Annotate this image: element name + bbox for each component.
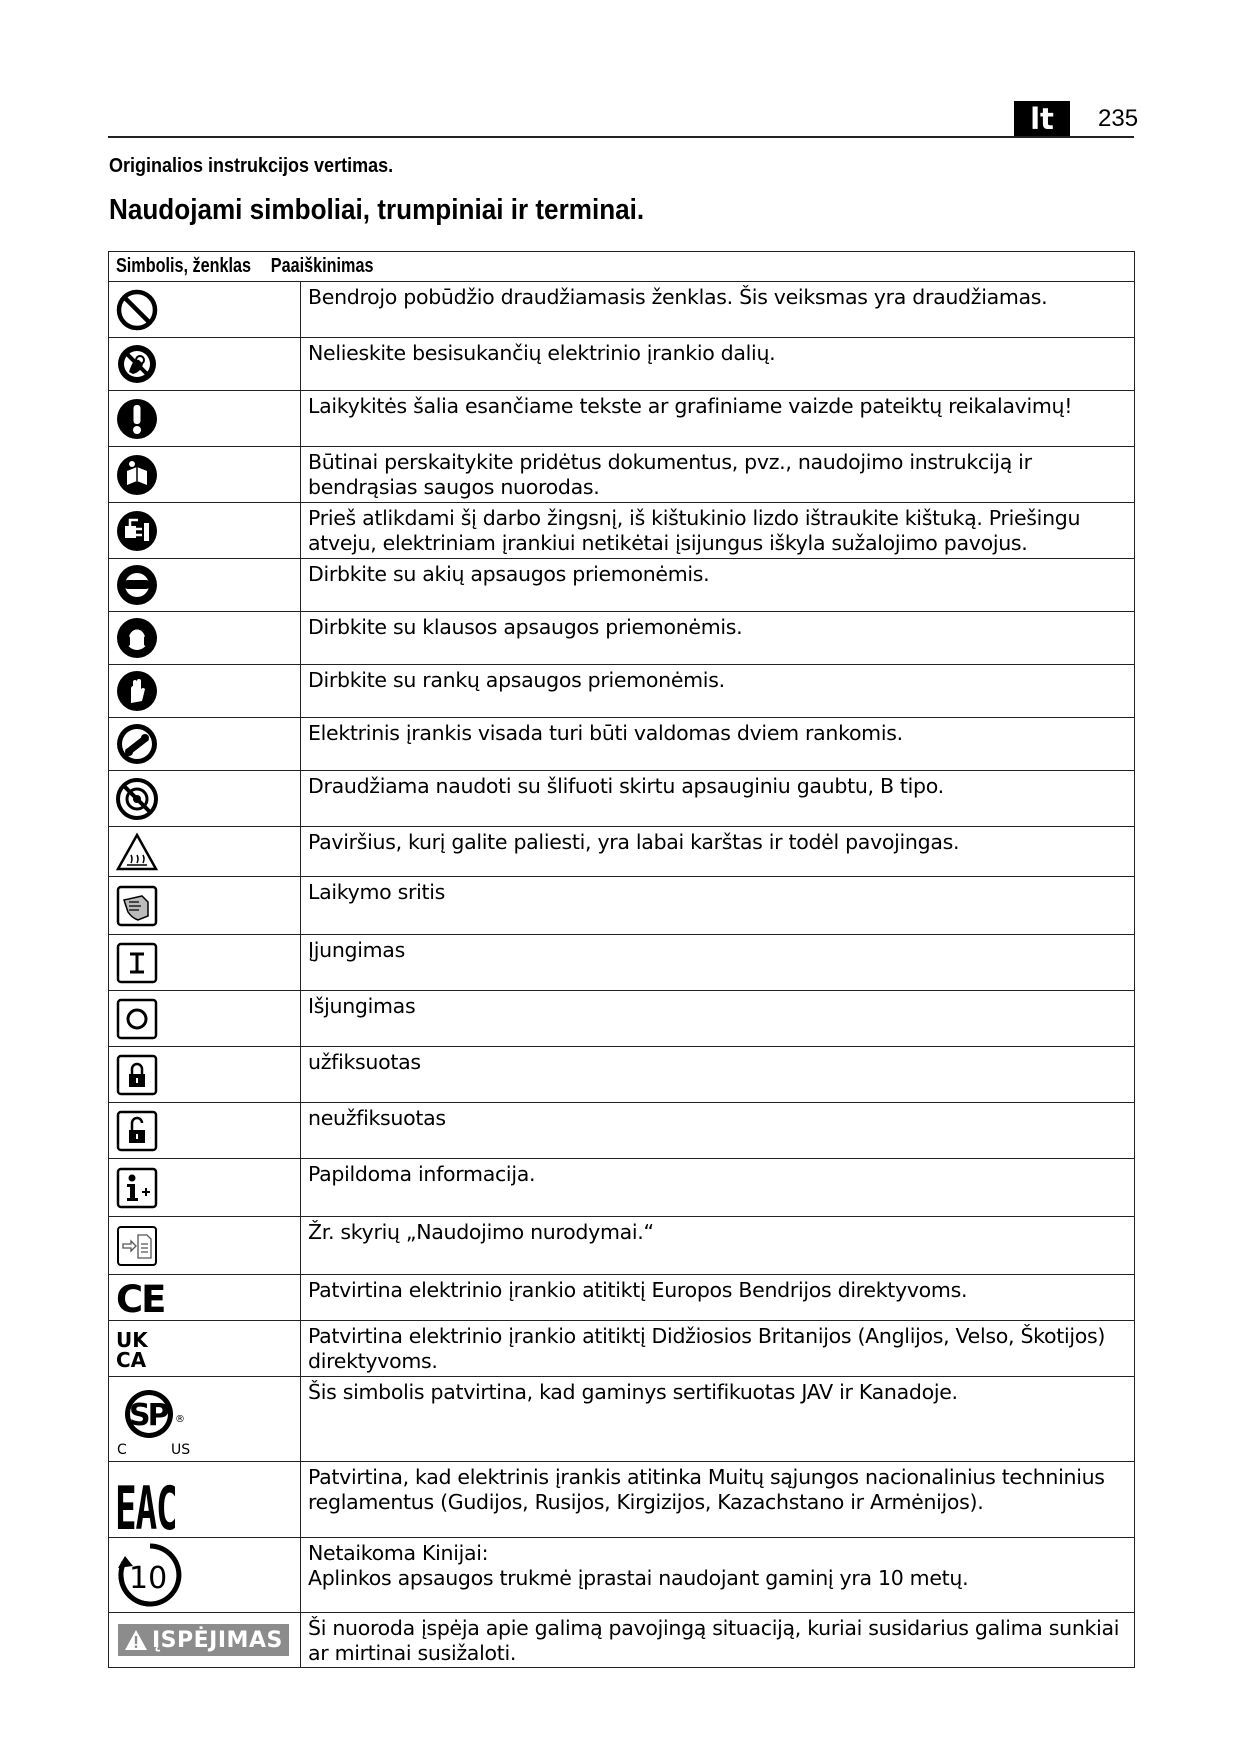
- symbol-cell: [109, 559, 301, 612]
- info-plus-icon: [115, 1166, 159, 1210]
- explanation-text: Dirbkite su akių apsaugos priemonėmis.: [308, 562, 710, 586]
- prohibition-icon: [115, 288, 159, 332]
- header-explanation: Paaiškinimas: [271, 255, 374, 277]
- hot-surface-icon: [115, 832, 159, 872]
- explanation-cell: [301, 1377, 1135, 1462]
- explanation-text: Būtinai perskaitykite pridėtus dokumentus, pvz., naudojimo instrukciją ir bendrąsias saugos nuorodas.: [308, 450, 1038, 499]
- symbol-cell: [109, 1047, 301, 1103]
- symbol-cell: [109, 827, 301, 877]
- explanation-text: Paviršius, kurį galite paliesti, yra labai karštas ir todėl pavojingas.: [308, 830, 960, 854]
- explanation-text: Laikymo sritis: [308, 880, 445, 904]
- eye-protection-icon: [115, 563, 159, 607]
- disconnect-plug-icon: [115, 509, 159, 553]
- explanation-text: Ši nuoroda įspėja apie galimą pavojingą situaciją, kuriai susidarius galima sunkiai ar mirtinai susižaloti.: [308, 1616, 1126, 1665]
- read-manual-icon: [115, 453, 159, 497]
- explanation-text: Žr. skyrių „Naudojimo nurodymai.“: [308, 1220, 654, 1244]
- locked-icon: [115, 1053, 159, 1097]
- explanation-text: Patvirtina elektrinio įrankio atitiktį Europos Bendrijos direktyvoms.: [308, 1278, 968, 1302]
- explanation-cell: [301, 665, 1135, 718]
- explanation-cell: [301, 991, 1135, 1047]
- table-row: [109, 665, 1135, 718]
- ukca-bottom-text: CA: [116, 1347, 147, 1370]
- no-type-b-guard-icon: [115, 777, 159, 821]
- table-row: [109, 1103, 1135, 1159]
- explanation-text: Nelieskite besisukančių elektrinio įrankio dalių.: [308, 341, 776, 365]
- holding-area-icon: [115, 884, 159, 928]
- symbol-cell: [109, 391, 301, 447]
- symbol-cell: [109, 718, 301, 771]
- explanation-cell: [301, 827, 1135, 877]
- table-row: [109, 559, 1135, 612]
- switch-off-icon: [115, 997, 159, 1041]
- explanation-text: Šis simbolis patvirtina, kad gaminys sertifikuotas JAV ir Kanadoje.: [308, 1380, 958, 1404]
- symbol-cell: [109, 1462, 301, 1538]
- ukca-top-text: UK: [116, 1327, 148, 1352]
- explanation-cell: [301, 877, 1135, 935]
- explanation-cell: [301, 338, 1135, 391]
- table-row: [109, 1613, 1135, 1668]
- table-row: [109, 338, 1135, 391]
- symbol-cell: [109, 991, 301, 1047]
- symbol-cell: [109, 1275, 301, 1321]
- symbol-cell: [109, 1103, 301, 1159]
- explanation-cell: [301, 1217, 1135, 1275]
- explanation-text: Draudžiama naudoti su šlifuoti skirtu apsauginiu gaubtu, B tipo.: [308, 774, 944, 798]
- exclamation-mandatory-icon: [115, 397, 159, 441]
- unlocked-icon: [115, 1109, 159, 1153]
- china-rohs-10-icon: [115, 1540, 185, 1610]
- explanation-cell: [301, 1047, 1135, 1103]
- table-row: [109, 1047, 1135, 1103]
- hearing-protection-icon: [115, 616, 159, 660]
- explanation-cell: [301, 391, 1135, 447]
- explanation-cell: [301, 771, 1135, 827]
- explanation-cell: [301, 1275, 1135, 1321]
- explanation-cell: [301, 612, 1135, 665]
- explanation-cell: [301, 1321, 1135, 1377]
- language-tag: lt: [1014, 101, 1070, 137]
- table-row: [109, 1159, 1135, 1217]
- symbol-cell: [109, 338, 301, 391]
- table-row: [109, 503, 1135, 559]
- explanation-text: Laikykitės šalia esančiame tekste ar grafiniame vaizde pateiktų reikalavimų!: [308, 394, 1073, 418]
- explanation-text: Papildoma informacija.: [308, 1162, 536, 1186]
- table-row: [109, 1462, 1135, 1538]
- explanation-cell: [301, 1538, 1135, 1613]
- explanation-text: Netaikoma Kinijai: Aplinkos apsaugos trukmė įprastai naudojant gaminį yra 10 metų.: [308, 1541, 969, 1590]
- table-row: [109, 1538, 1135, 1613]
- explanation-text: Patvirtina elektrinio įrankio atitiktį Didžiosios Britanijos (Anglijos, Velso, Škotijos) direktyvoms.: [308, 1324, 1112, 1373]
- ce-mark-text: CE: [116, 1278, 165, 1317]
- symbol-cell: [109, 1613, 301, 1668]
- warning-label: ĮSPĖJIMAS: [152, 1627, 283, 1653]
- table-row: [109, 827, 1135, 877]
- explanation-cell: [301, 1462, 1135, 1538]
- explanation-cell: [301, 503, 1135, 559]
- symbols-table: [108, 251, 1135, 1668]
- explanation-text: Prieš atlikdami šį darbo žingsnį, iš kištukinio lizdo ištraukite kištuką. Priešingu atveju, elektriniam įrankiui netikėtai įsijungus iškyla sužalojimo pavojus.: [308, 506, 1087, 555]
- table-header-row: [109, 252, 1135, 282]
- hand-protection-icon: [115, 669, 159, 713]
- explanation-cell: [301, 935, 1135, 991]
- table-row: [109, 282, 1135, 338]
- explanation-cell: [301, 447, 1135, 503]
- table-header: [109, 252, 1135, 282]
- explanation-cell: [301, 282, 1135, 338]
- header-rule: [108, 136, 1134, 138]
- symbol-cell: [109, 1159, 301, 1217]
- table-row: [109, 1275, 1135, 1321]
- page-title: Naudojami simboliai, trumpiniai ir terminai.: [109, 194, 645, 226]
- symbol-cell: [109, 877, 301, 935]
- explanation-text: neužfiksuotas: [308, 1106, 446, 1130]
- see-chapter-icon: [115, 1224, 159, 1268]
- explanation-text: Elektrinis įrankis visada turi būti valdomas dviem rankomis.: [308, 721, 903, 745]
- symbol-cell: [109, 1538, 301, 1613]
- page-number: 235: [1098, 105, 1139, 132]
- two-hands-operation-icon: [115, 722, 159, 766]
- explanation-text: Išjungimas: [308, 994, 416, 1018]
- csa-c-text: C: [117, 1442, 127, 1458]
- symbol-cell: [109, 1377, 301, 1462]
- symbol-cell: [109, 1321, 301, 1377]
- table-row: [109, 1377, 1135, 1462]
- symbol-cell: [109, 503, 301, 559]
- warning-badge-icon: [118, 1624, 289, 1656]
- table-row: [109, 991, 1135, 1047]
- table-row: [109, 718, 1135, 771]
- csa-registered-text: ®: [175, 1414, 185, 1425]
- symbol-cell: [109, 771, 301, 827]
- header-symbol: Simbolis, ženklas: [116, 255, 252, 277]
- explanation-text: Bendrojo pobūdžio draudžiamasis ženklas. Šis veiksmas yra draudžiamas.: [308, 285, 1048, 309]
- symbol-cell: [109, 612, 301, 665]
- warning-triangle-icon: [124, 1629, 148, 1651]
- subtitle: Originalios instrukcijos vertimas.: [109, 155, 394, 177]
- table-row: [109, 391, 1135, 447]
- symbol-cell: [109, 447, 301, 503]
- explanation-cell: [301, 718, 1135, 771]
- explanation-cell: [301, 1159, 1135, 1217]
- eac-mark-text: EAC: [115, 1472, 177, 1533]
- ce-mark-icon: [115, 1279, 165, 1317]
- explanation-text: užfiksuotas: [308, 1050, 421, 1074]
- ukca-mark-icon: [115, 1328, 155, 1370]
- explanation-text: Dirbkite su klausos apsaugos priemonėmis.: [308, 615, 743, 639]
- explanation-cell: [301, 1613, 1135, 1668]
- symbol-cell: [109, 935, 301, 991]
- table-row: [109, 877, 1135, 935]
- explanation-text: Įjungimas: [308, 938, 405, 962]
- table-row: [109, 771, 1135, 827]
- table-row: [109, 1321, 1135, 1377]
- explanation-cell: [301, 1103, 1135, 1159]
- eac-mark-icon: [115, 1467, 191, 1533]
- csa-us-text: US: [171, 1442, 191, 1458]
- symbol-cell: [109, 665, 301, 718]
- switch-on-icon: [115, 941, 159, 985]
- do-not-touch-rotating-parts-icon: [115, 342, 159, 386]
- table-row: [109, 935, 1135, 991]
- explanation-text: Dirbkite su rankų apsaugos priemonėmis.: [308, 668, 725, 692]
- rohs-years-text: 10: [129, 1561, 168, 1596]
- csa-mark-icon: [115, 1380, 205, 1458]
- csa-mark-text: SP: [129, 1398, 167, 1433]
- symbol-cell: [109, 282, 301, 338]
- explanation-cell: [301, 559, 1135, 612]
- table-row: [109, 1217, 1135, 1275]
- explanation-text: Patvirtina, kad elektrinis įrankis atitinka Muitų sąjungos nacionalinius techninius reglamentus (Gudijos, Rusijos, Kirgizijos, Kazachstano ir Armėnijos).: [308, 1465, 1111, 1514]
- symbol-cell: [109, 1217, 301, 1275]
- table-row: [109, 612, 1135, 665]
- table-row: [109, 447, 1135, 503]
